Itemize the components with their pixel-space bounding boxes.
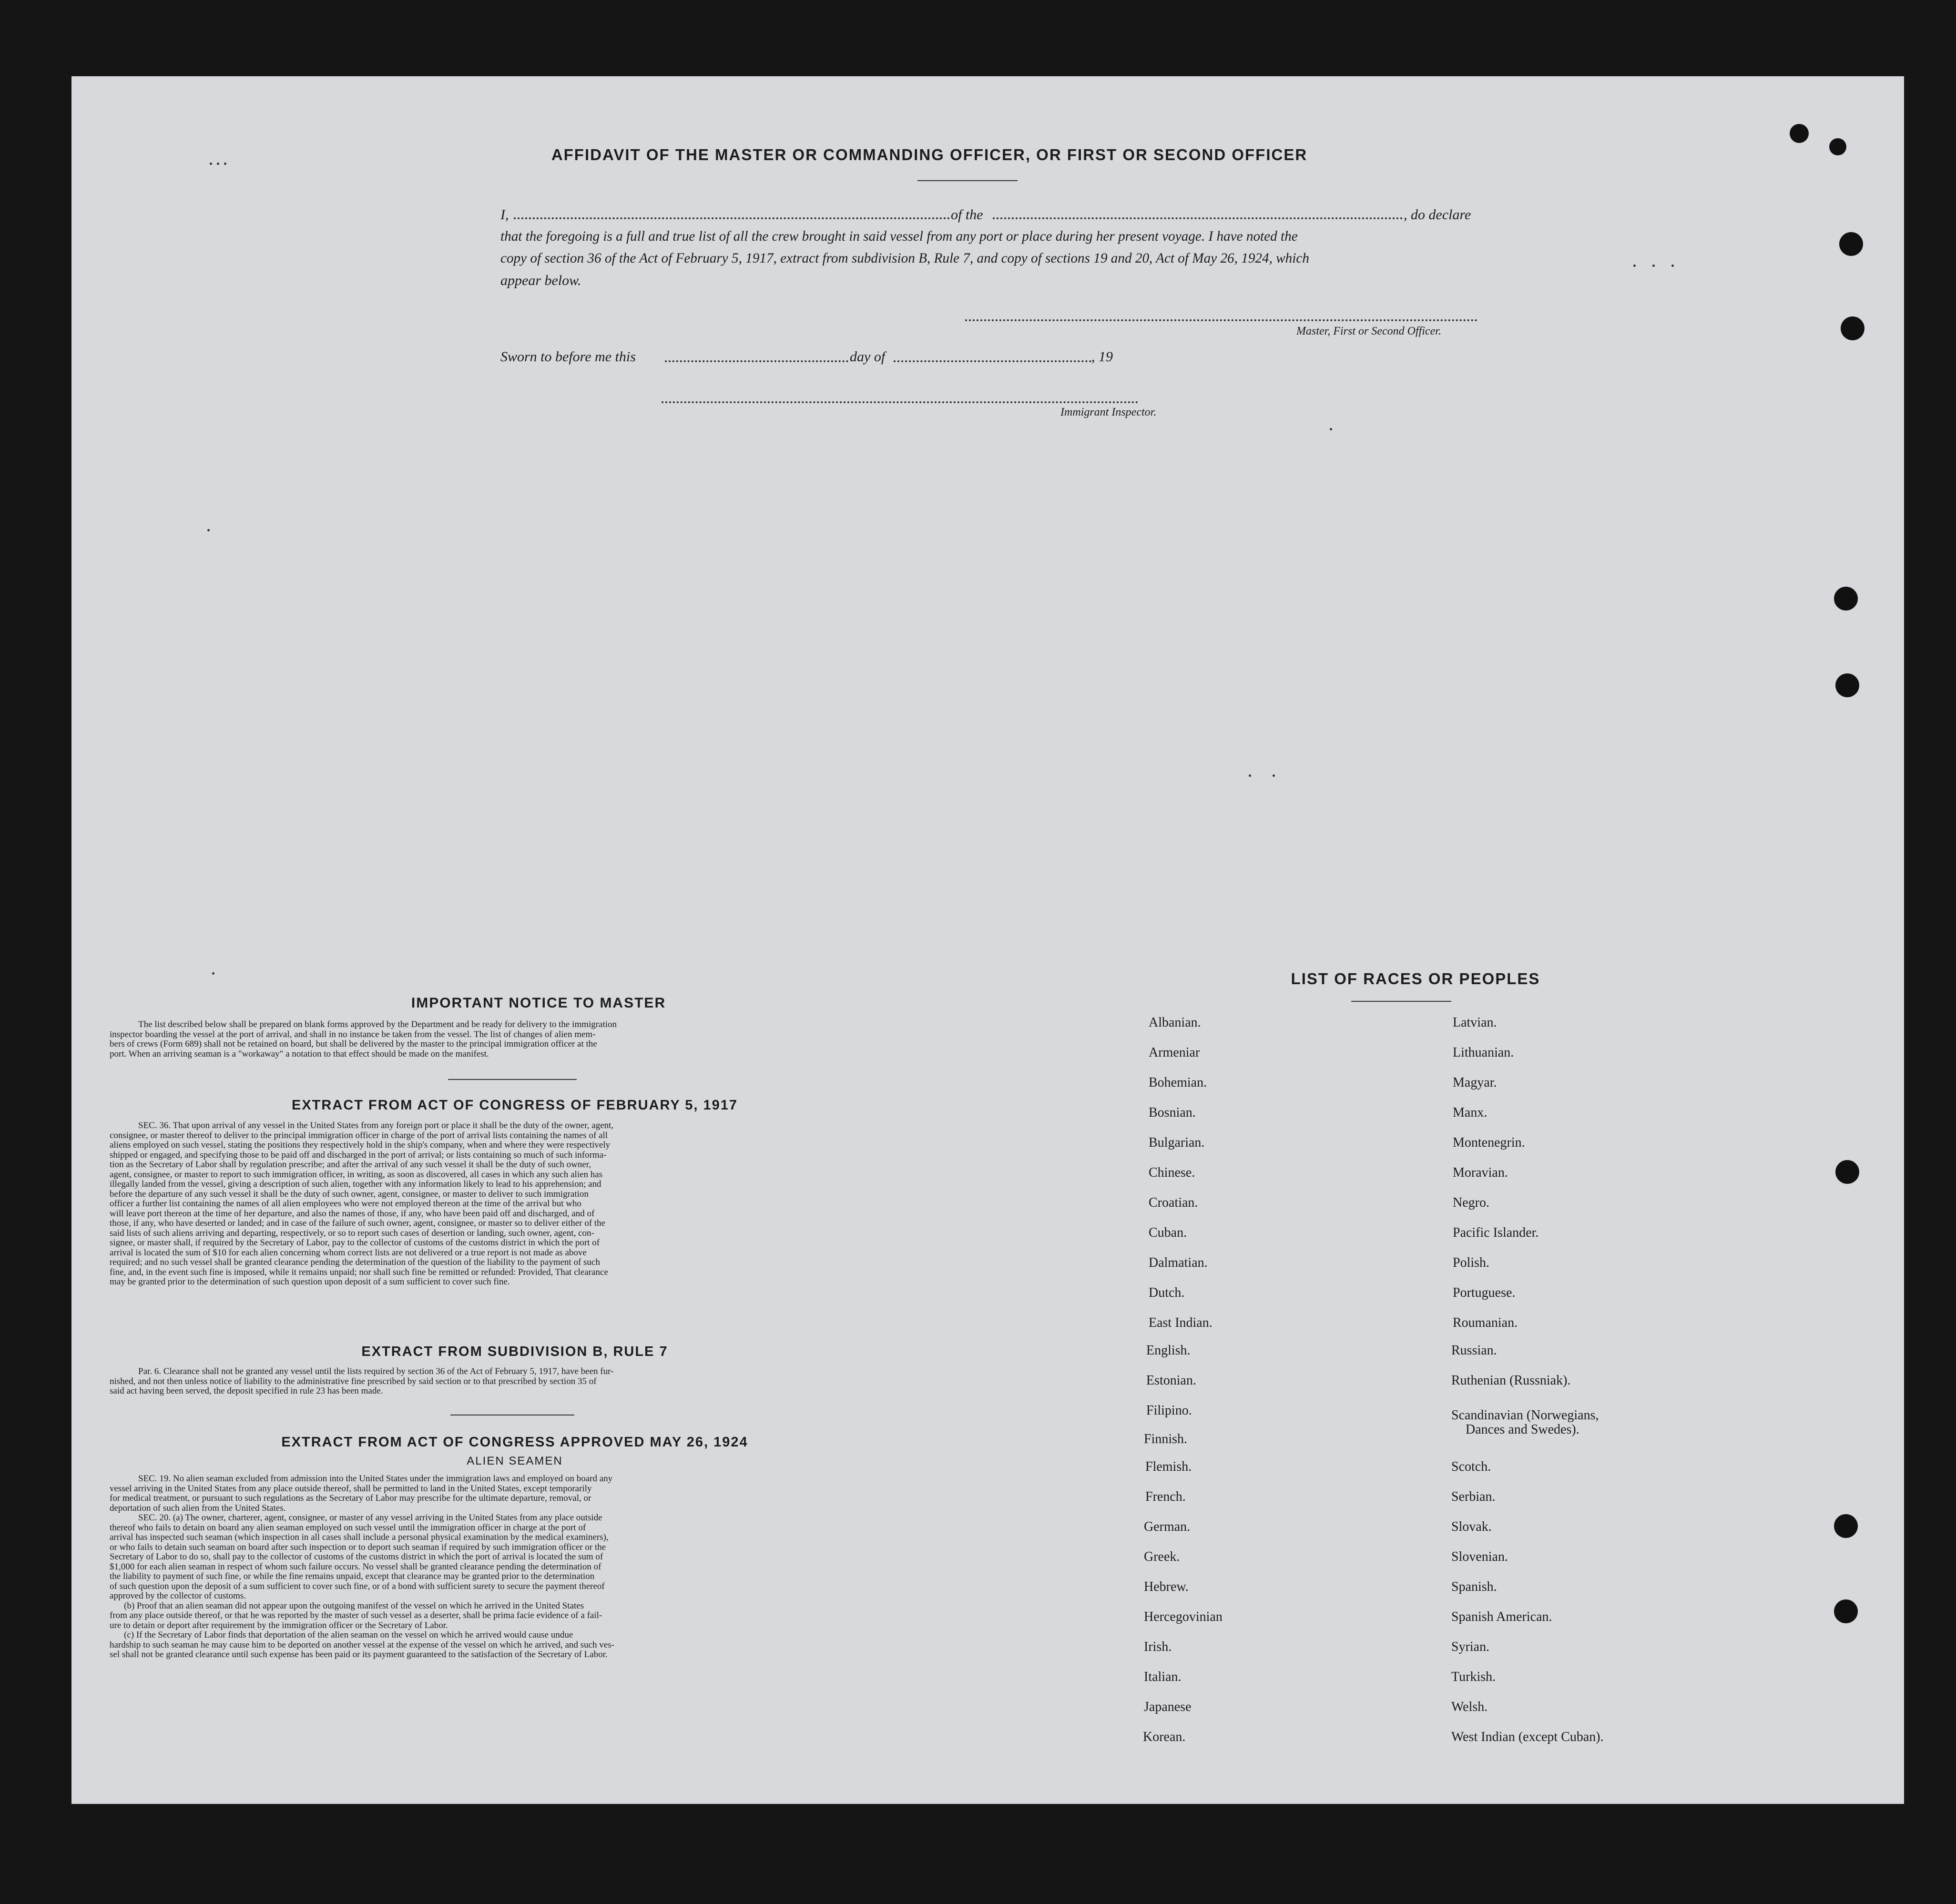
race-item-left: Flemish. (1145, 1459, 1192, 1474)
of-the-label: of the (951, 207, 983, 223)
extract-1924-line: or who fails to detain such seaman on board after such inspection or to deport such seaman if required by such immigration officer or the (110, 1542, 606, 1552)
declarant-name-field[interactable] (514, 217, 950, 219)
extract-1924-line: thereof who fails to detain on board any alien seaman employed on such vessel until the immigration officer in charge at the port of (110, 1522, 586, 1533)
notice-title: IMPORTANT NOTICE TO MASTER (411, 995, 666, 1011)
inspector-signature-field[interactable] (662, 401, 1138, 403)
extract-1917-line: signee, or master shall, if required by the Secretary of Labor, pay to the collector of customs of the customs district in which the port of (110, 1238, 600, 1248)
race-item-right: Russian. (1451, 1343, 1497, 1358)
sworn-label: Sworn to before me this (500, 349, 636, 365)
race-item-left: English. (1146, 1343, 1191, 1358)
race-item-left: Chinese. (1149, 1165, 1195, 1180)
race-item-right: Slovak. (1451, 1519, 1492, 1534)
race-item-left: Hercegovinian (1144, 1609, 1222, 1624)
punch-hole (1835, 673, 1859, 697)
races-title: LIST OF RACES OR PEOPLES (1291, 970, 1540, 988)
race-item-left: Filipino. (1146, 1403, 1192, 1418)
extract-1917-line: officer a further list containing the names of all alien employees who were not employed thereon at the time of the arrival but who (110, 1199, 581, 1209)
race-item-left: Dutch. (1149, 1285, 1185, 1300)
extract-1917-line: arrival is located the sum of $10 for each alien concerning whom correct lists are not delivered or a true report is not made as above (110, 1247, 587, 1258)
race-item-left: Italian. (1144, 1670, 1182, 1684)
extract-1924-text (110, 1474, 920, 1660)
race-item-right: Scandinavian (Norwegians, (1451, 1408, 1599, 1423)
race-item-left: Greek. (1144, 1549, 1180, 1564)
race-item-right: Scotch. (1451, 1459, 1491, 1474)
extract-1917-line: tion as the Secretary of Labor shall by regulation prescribe; and after the arrival of any such vessel it shall be the duty of such owner, (110, 1160, 591, 1170)
race-item-right: West Indian (except Cuban). (1451, 1730, 1604, 1744)
affidavit-line-2: copy of section 36 of the Act of February 5, 1917, extract from subdivision B, Rule 7, and copy of sections 19 and 20, Act of May 26, 1924, which (500, 251, 1309, 266)
extract-1924-line: SEC. 19. No alien seaman excluded from admission into the United States under the immigration laws and employed on board any (138, 1474, 613, 1484)
scan-speck (212, 972, 214, 975)
affidavit-line-1: that the foregoing is a full and true list of all the crew brought in said vessel from any port or place during her present voyage. I have noted the (500, 229, 1298, 244)
extract-1917-line: may be granted prior to the determination of such question upon deposit of a sum sufficient to cover such fine. (110, 1277, 510, 1287)
race-item-right: Lithuanian. (1453, 1045, 1514, 1060)
race-item-right: Latvian. (1453, 1015, 1497, 1030)
race-item-left: German. (1144, 1519, 1191, 1534)
do-declare-label: , do declare (1404, 207, 1471, 223)
race-item-right: Manx. (1453, 1105, 1487, 1120)
extract-1917-line: those, if any, who have deserted or landed; and in case of the failure of such owner, agent, consignee, or master so to deliver either of the (110, 1218, 605, 1228)
master-caption: Master, First or Second Officer. (1296, 325, 1441, 337)
extract-1924-line: arrival has inspected such seaman (which inspection in all cases shall include a personal physical examination by the medical examiners), (110, 1532, 609, 1542)
punch-hole (1834, 587, 1858, 611)
race-item-left: Cuban. (1149, 1225, 1187, 1240)
race-item-left: Bosnian. (1149, 1105, 1196, 1120)
race-item-right: Roumanian. (1453, 1315, 1518, 1330)
punch-hole (1841, 316, 1864, 340)
section-divider (448, 1079, 577, 1080)
race-item-right: Turkish. (1451, 1670, 1496, 1684)
punch-hole (1790, 124, 1809, 143)
extract-1917-line: SEC. 36. That upon arrival of any vessel in the United States from any foreign port or place it shall be the duty of the owner, agent, (138, 1120, 614, 1130)
scan-speck (1652, 265, 1655, 267)
extract-1924-line: deportation of such alien from the United States. (110, 1503, 286, 1513)
race-item-right: Syrian. (1451, 1639, 1490, 1654)
extract-1924-line: (b) Proof that an alien seaman did not appear upon the outgoing manifest of the vessel on which he arrived in the United States (124, 1600, 584, 1611)
title-underline (917, 180, 1018, 181)
affidavit-title: AFFIDAVIT OF THE MASTER OR COMMANDING OFFICER, OR FIRST OR SECOND OFFICER (551, 146, 1308, 163)
race-item-right: Spanish. (1451, 1579, 1497, 1594)
punch-hole (1834, 1514, 1858, 1538)
scan-speck (1273, 774, 1275, 777)
extract-1917-line: aliens employed on such vessel, stating the positions they respectively hold in the ship's company, when and where they were respectively (110, 1140, 611, 1150)
rule-7-title: EXTRACT FROM SUBDIVISION B, RULE 7 (361, 1344, 668, 1359)
race-item-right: Ruthenian (Russniak). (1451, 1373, 1571, 1388)
punch-hole (1829, 138, 1846, 155)
race-item-right: Portuguese. (1453, 1285, 1516, 1300)
race-item-right: Pacific Islander. (1453, 1225, 1539, 1240)
race-item-left: Armeniar (1149, 1045, 1200, 1060)
extract-1924-line: ure to detain or deport after requirement by the immigration officer or the Secretary of Labor. (110, 1620, 448, 1630)
vessel-name-field[interactable] (993, 217, 1403, 219)
race-item-left: Croatian. (1149, 1195, 1198, 1210)
race-item-left: Irish. (1144, 1639, 1172, 1654)
sworn-month-field[interactable] (894, 360, 1091, 362)
race-item-left: East Indian. (1149, 1315, 1212, 1330)
scan-speck (1671, 265, 1674, 267)
extract-1924-line: approved by the collector of customs. (110, 1591, 246, 1601)
race-item-left: Bulgarian. (1149, 1135, 1205, 1150)
notice-text (110, 1020, 920, 1059)
race-item-left: Albanian. (1149, 1015, 1201, 1030)
punch-hole (1839, 232, 1863, 256)
race-item-left: Japanese (1144, 1700, 1192, 1714)
notice-line: port. When an arriving seaman is a "workaway" a notation to that effect should be made on the manifest. (110, 1049, 489, 1059)
race-item-right: Negro. (1453, 1195, 1489, 1210)
race-item-left: French. (1145, 1489, 1186, 1504)
extract-1924-line: vessel arriving in the United States from any place outside thereof, shall be permitted to land in the United States, except temporarily (110, 1483, 592, 1494)
notice-line: inspector boarding the vessel at the port of arrival, and shall in no instance be taken from the vessel. The list of changes of alien mem- (110, 1029, 596, 1039)
extract-1924-title: EXTRACT FROM ACT OF CONGRESS APPROVED MAY 26, 1924 (281, 1435, 748, 1450)
scan-speck (224, 163, 226, 165)
declarant-label: I, (500, 207, 509, 223)
notice-line: The list described below shall be prepared on blank forms approved by the Department and be ready for delivery to the immigration (138, 1019, 617, 1029)
rule-7-line: nished, and not then unless notice of liability to the administrative fine prescribed by said section or to that prescribed by section 35 of (110, 1376, 597, 1386)
race-item-right: Welsh. (1451, 1700, 1488, 1714)
race-item-right: Dances and Swedes). (1466, 1422, 1579, 1437)
race-item-right: Spanish American. (1451, 1609, 1552, 1624)
race-item-right: Magyar. (1453, 1075, 1497, 1090)
punch-hole (1835, 1160, 1859, 1184)
extract-1924-line: SEC. 20. (a) The owner, charterer, agent, consignee, or master of any vessel arriving in the United States from any place outside (138, 1513, 602, 1523)
extract-1924-line: from any place outside thereof, or that he was reported by the master of such vessel as a deserter, shall be prima facie evidence of a fail- (110, 1610, 602, 1620)
notice-line: bers of crews (Form 689) shall not be retained on board, but shall be delivered by the master to the principal immigration officer at the (110, 1039, 597, 1049)
extract-1917-line: illegally landed from the vessel, giving a description of such alien, together with any information likely to lead to his apprehension; and (110, 1179, 601, 1189)
extract-1917-text (110, 1121, 920, 1287)
extract-1917-line: agent, consignee, or master to report to such immigration officer, in writing, as soon as discovered, all cases in which any such alien has (110, 1169, 603, 1180)
race-item-left: Hebrew. (1144, 1579, 1189, 1594)
extract-1917-line: said lists of such aliens arriving and departing, respectively, or so to report such cases of desertion or landing, such owner, agent, con- (110, 1228, 594, 1238)
extract-1917-line: required; and no such vessel shall be granted clearance pending the determination of the question of the liability to the payment of such (110, 1257, 600, 1267)
race-item-right: Slovenian. (1451, 1549, 1508, 1564)
scan-speck (1633, 265, 1636, 267)
race-item-right: Moravian. (1453, 1165, 1508, 1180)
race-item-right: Serbian. (1451, 1489, 1496, 1504)
extract-1924-line: sel shall not be granted clearance until such expense has been paid or its payment guaranteed to the satisfaction of the Secretary of Labor. (110, 1649, 608, 1660)
extract-1917-line: consignee, or master thereof to deliver to the principal immigration officer in charge of the port of arrival lists containing the names of all (110, 1130, 608, 1140)
extract-1924-line: Secretary of Labor to do so, shall pay to the collector of customs of the customs district in which the port of arrival is located the sum of (110, 1552, 603, 1562)
extract-1917-line: before the departure of any such vessel it shall be the duty of such owner, agent, consignee, or master to deliver to such immigration (110, 1189, 589, 1199)
race-item-left: Estonian. (1146, 1373, 1196, 1388)
race-item-left: Korean. (1143, 1730, 1186, 1744)
race-item-right: Polish. (1453, 1255, 1490, 1270)
rule-7-line: Par. 6. Clearance shall not be granted any vessel until the lists required by section 36 of the Act of February 5, 1917, have been fur- (138, 1366, 614, 1376)
races-title-underline (1351, 1001, 1451, 1002)
extract-1917-line: will leave port thereon at the time of her departure, and also the names of those, if any, who have been paid off and discharged, and of (110, 1208, 595, 1219)
race-item-left: Bohemian. (1149, 1075, 1207, 1090)
extract-1917-title: EXTRACT FROM ACT OF CONGRESS OF FEBRUARY 5, 1917 (291, 1098, 738, 1113)
race-item-left: Finnish. (1144, 1432, 1188, 1446)
extract-1917-line: shipped or engaged, and specifying those to be paid off and discharged in the port of arrival; or lists containing so much of such informa- (110, 1150, 607, 1160)
extract-1924-line: the liability to payment of such fine, or while the fine remains unpaid, except that clearance may be granted prior to the determination (110, 1571, 595, 1581)
race-item-right: Montenegrin. (1453, 1135, 1525, 1150)
scan-speck (217, 163, 219, 165)
scan-speck (210, 163, 212, 165)
scan-speck (1249, 774, 1251, 777)
sworn-day-field[interactable] (665, 360, 848, 362)
year-label: , 19 (1091, 349, 1113, 365)
day-of-label: day of (850, 349, 886, 365)
inspector-caption: Immigrant Inspector. (1060, 406, 1157, 418)
race-item-left: Dalmatian. (1149, 1255, 1208, 1270)
extract-1924-line: of such question upon the deposit of a sum sufficient to cover such fine, or of a bond with sufficient surety to secure the payment thereof (110, 1581, 605, 1591)
punch-hole (1834, 1599, 1858, 1623)
scan-speck (1330, 428, 1332, 430)
scan-speck (207, 529, 210, 531)
affidavit-line-3: appear below. (500, 273, 581, 288)
extract-1924-line: for medical treatment, or pursuant to such regulations as the Secretary of Labor may prescribe for the ultimate departure, removal, or (110, 1493, 591, 1503)
master-signature-field[interactable] (965, 319, 1477, 321)
extract-1917-line: fine, and, in the event such fine is imposed, while it remains unpaid; nor shall such fine be remitted or refunded: Provided, That clearance (110, 1267, 608, 1277)
extract-1924-line: hardship to such seaman he may cause him to be deported on another vessel at the expense of the vessel on which he arrived, and such ves- (110, 1639, 614, 1650)
rule-7-text (110, 1367, 920, 1396)
rule-7-line: said act having been served, the deposit specified in rule 23 has been made. (110, 1386, 383, 1396)
alien-seamen-subtitle: ALIEN SEAMEN (467, 1455, 563, 1467)
extract-1924-line: (c) If the Secretary of Labor finds that deportation of the alien seaman on the vessel on which he arrived would cause undue (124, 1630, 573, 1640)
extract-1924-line: $1,000 for each alien seaman in respect of whom such failure occurs. No vessel shall be granted clearance pending the determination of (110, 1561, 601, 1572)
